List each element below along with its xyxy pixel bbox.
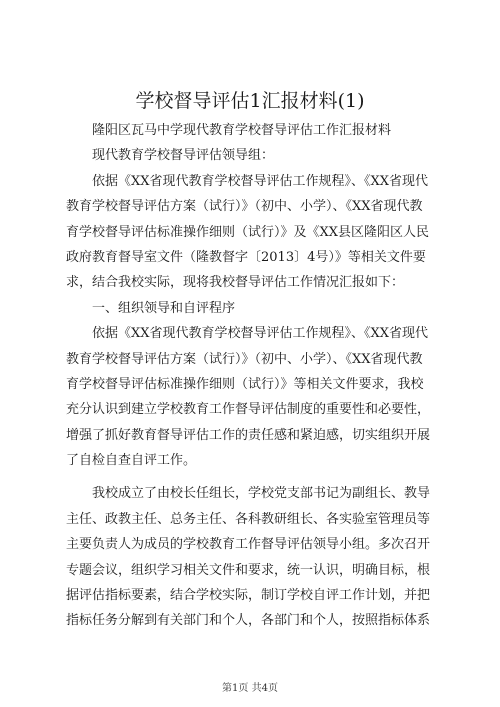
body-line: 育学校督导评估标准操作细则（试行）》等相关文件要求，我校 [66, 376, 424, 392]
document-body [66, 118, 444, 634]
body-line: 主要负责人为成员的学校教育工作督导评估领导小组。多次召开 [66, 537, 431, 553]
body-line: 增强了抓好教育督导评估工作的责任感和紧迫感，切实组织开展 [66, 427, 431, 443]
body-line: 现代教育学校督导评估领导组： [66, 148, 275, 164]
body-line: 教育学校督导评估方案（试行）》（初中、小学）、《XX省现代教 [66, 351, 423, 367]
body-line: 据评估指标要素，结合学校实际，制订学校自评工作计划，并把 [66, 588, 431, 604]
page-footer: 第1页 共4页 [222, 683, 278, 694]
body-line: 依据《XX省现代教育学校督导评估工作规程》、《XX省现代 [66, 326, 429, 342]
document-title: 学校督导评估1汇报材料(1) [135, 90, 365, 112]
body-line: 主任、政教主任、总务主任、各科教研组长、各实验室管理员等 [66, 511, 431, 527]
body-line: 隆阳区瓦马中学现代教育学校督导评估工作汇报材料 [66, 123, 392, 138]
body-line: 政府教育督导室文件（隆教督字〔2013〕4号）》等相关文件要 [66, 249, 426, 265]
body-line: 指标任务分解到有关部门和个人，各部门和个人，按照指标体系 [66, 613, 431, 629]
body-line: 专题会议，组织学习相关文件和要求，统一认识，明确目标，根 [66, 562, 431, 578]
body-line: 教育学校督导评估方案（试行）》（初中、小学）、《XX省现代教 [66, 199, 423, 215]
body-line: 充分认识到建立学校教育工作督导评估制度的重要性和必要性， [66, 402, 431, 418]
body-line: 我校成立了由校长任组长，学校党支部书记为副组长、教导 [66, 486, 431, 502]
section-heading: 一、组织领导和自评程序 [66, 300, 236, 316]
body-line: 了自检自查自评工作。 [66, 453, 197, 469]
paragraph-gap [66, 473, 444, 481]
body-line: 依据《XX省现代教育学校督导评估工作规程》、《XX省现代 [66, 173, 429, 189]
body-line: 求，结合我校实际，现将我校督导评估工作情况汇报如下： [66, 275, 405, 291]
body-line: 育学校督导评估标准操作细则（试行）》及《XX县区隆阳区人民 [66, 224, 430, 240]
